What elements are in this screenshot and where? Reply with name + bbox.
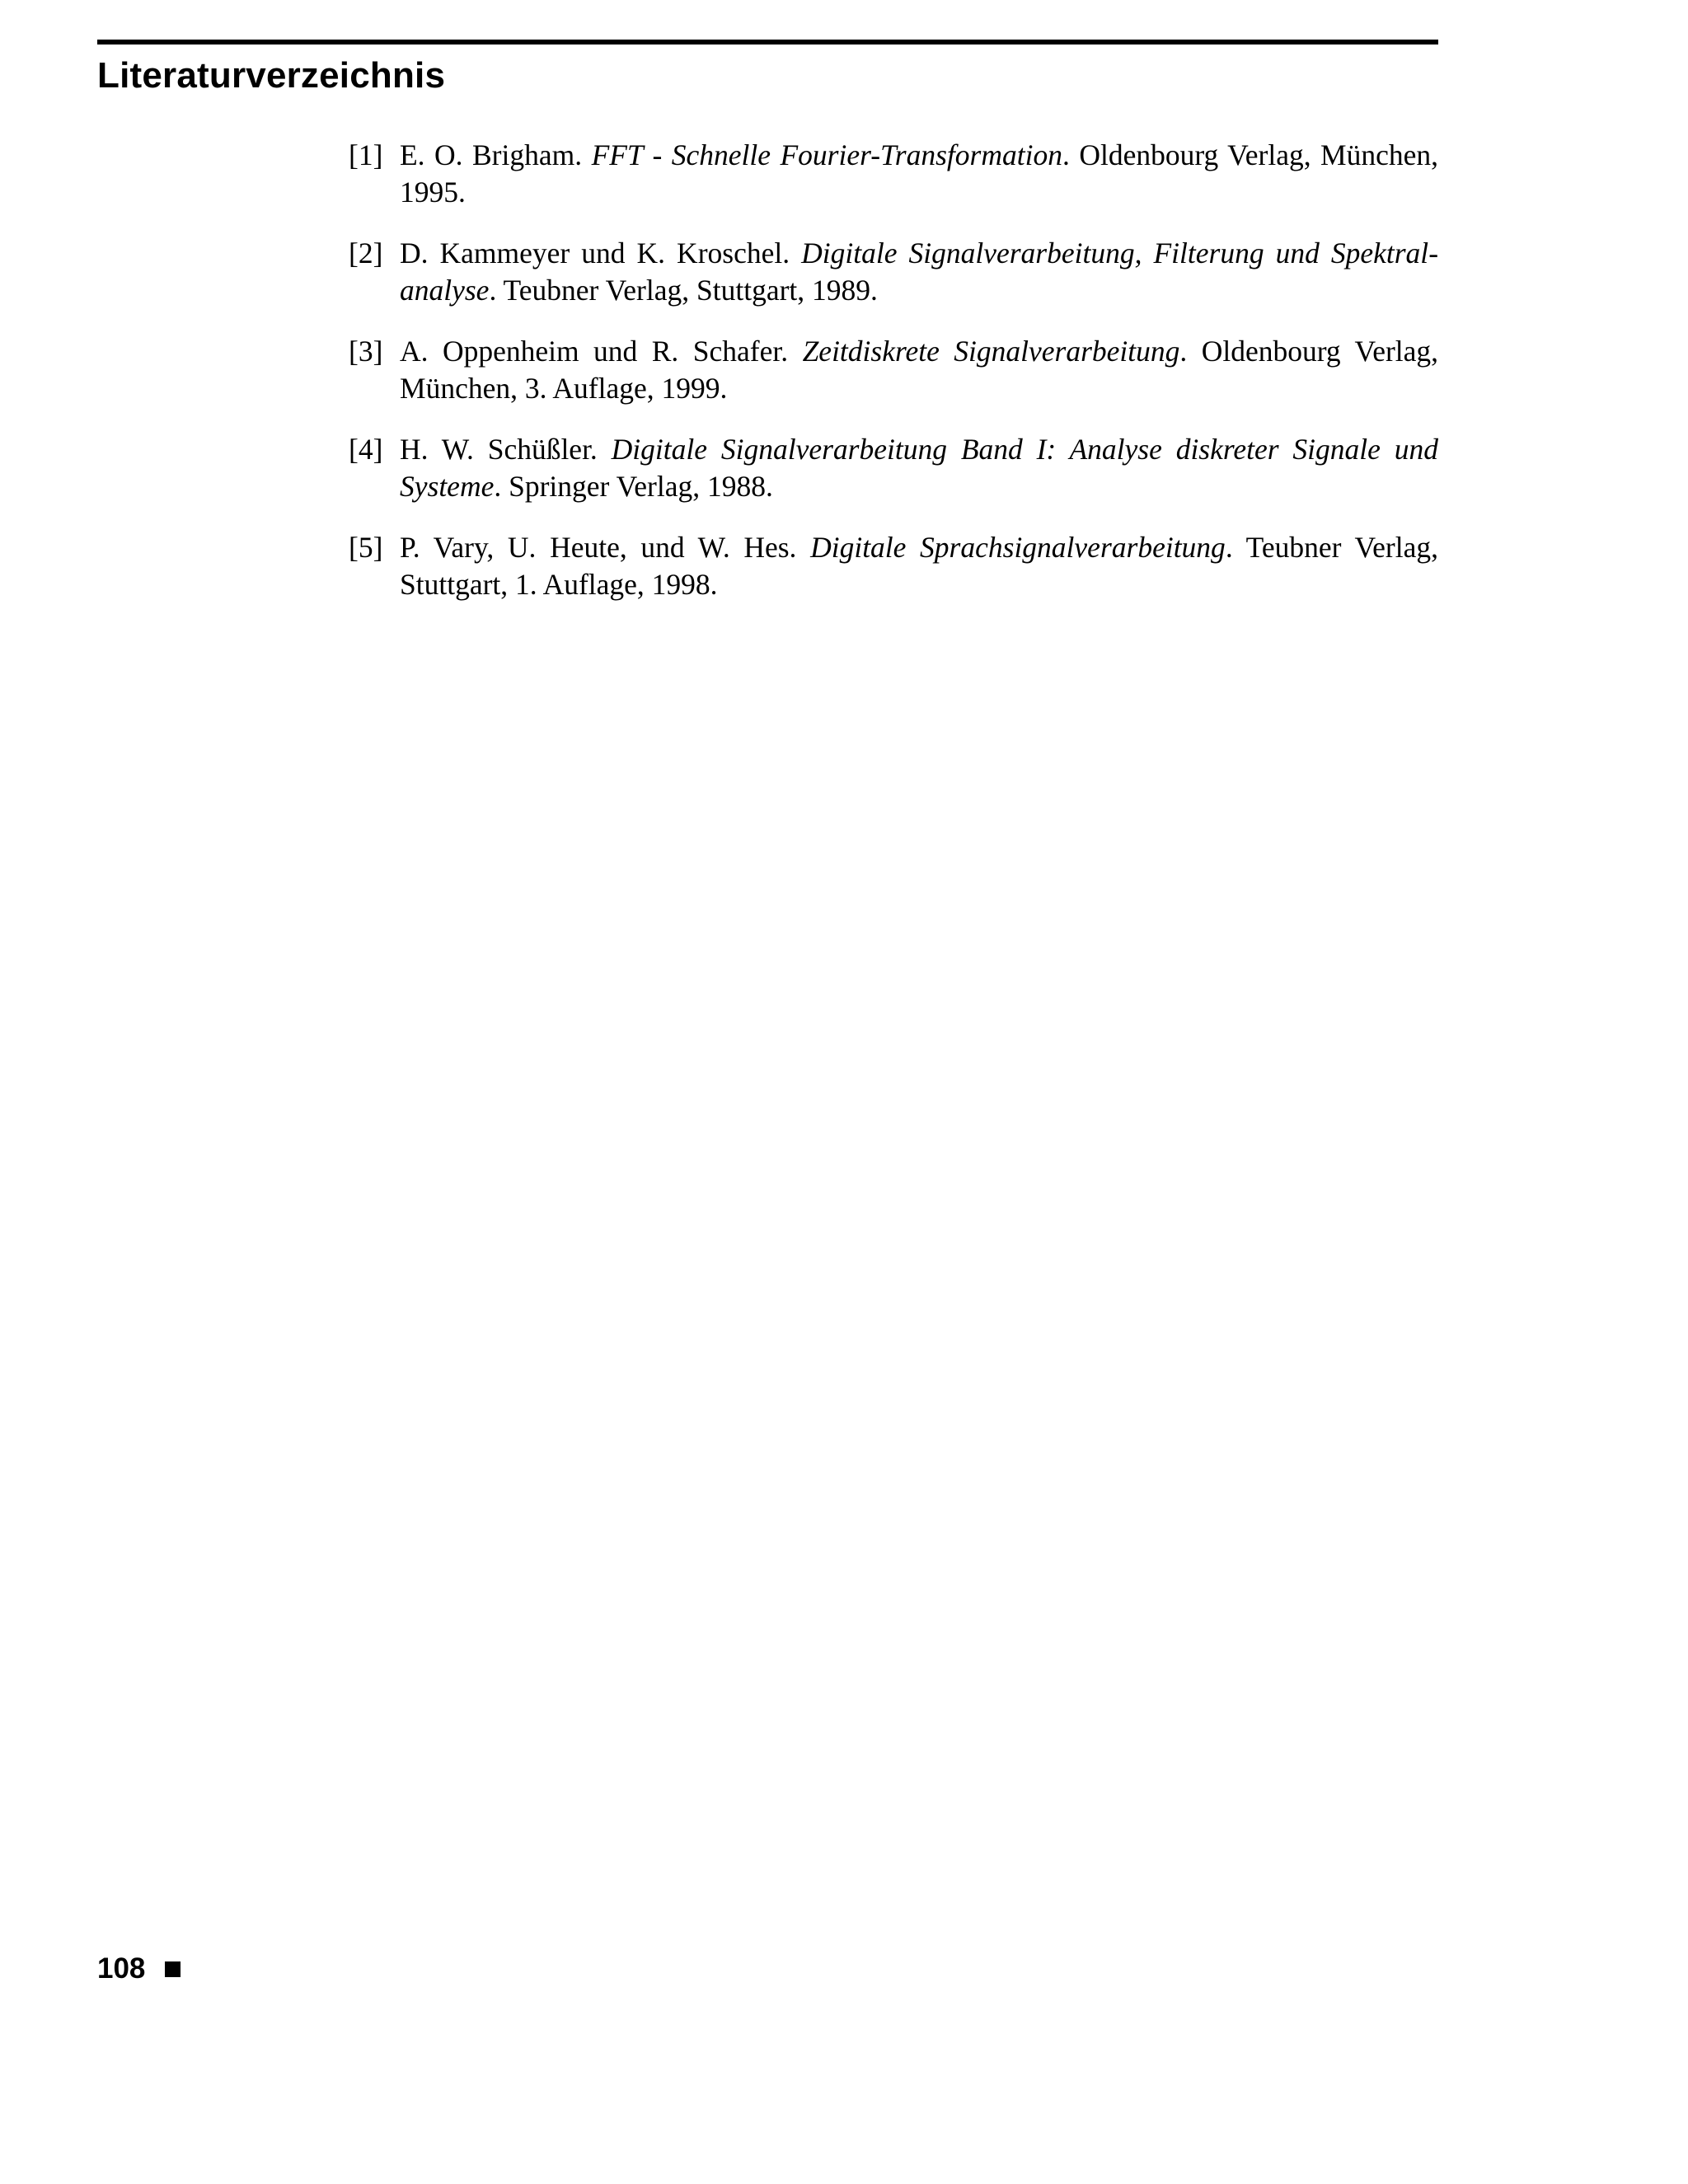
reference-text <box>400 138 1438 209</box>
reference-number: [4] <box>349 433 383 466</box>
header-rule <box>97 40 1438 45</box>
page-number: 108 <box>97 1952 146 1985</box>
page-title: Literaturverzeichnis <box>97 55 446 96</box>
reference-text <box>400 433 1438 503</box>
reference-text <box>400 335 1438 405</box>
reference-item <box>349 333 1438 407</box>
reference-authors: D. Kammeyer und K. Kroschel. <box>400 237 790 269</box>
reference-item <box>349 529 1438 603</box>
reference-item <box>349 137 1438 211</box>
reference-authors: A. Oppenheim und R. Schafer. <box>400 335 789 368</box>
reference-item <box>349 235 1438 309</box>
page-footer <box>97 1952 181 1986</box>
reference-publisher: . Oldenbourg Verlag, München, 1995. <box>400 138 1439 209</box>
reference-list <box>349 137 1438 627</box>
reference-authors: H. W. Schüßler. <box>400 433 598 466</box>
reference-text <box>400 237 1438 307</box>
reference-title: Digitale Sprachsignalverarbeitung <box>810 531 1226 564</box>
square-icon <box>165 1961 181 1977</box>
reference-number: [5] <box>349 531 383 564</box>
reference-number: [3] <box>349 335 383 368</box>
reference-authors: E. O. Brigham. <box>400 138 583 171</box>
reference-title: Digitale Signalverarbeitung Band I: Analyse diskreter Signale und Systeme <box>400 433 1439 503</box>
reference-title: Zeitdiskrete Signalverarbeitung <box>802 335 1180 368</box>
reference-number: [2] <box>349 237 383 269</box>
reference-number: [1] <box>349 138 383 171</box>
reference-title: FFT - Schnelle Fourier-Transformation <box>591 138 1062 171</box>
reference-text <box>400 531 1438 601</box>
reference-publisher: . Teubner Verlag, Stuttgart, 1. Auflage, 1998. <box>400 531 1438 601</box>
reference-title: Digitale Signalverarbeitung, Filterung und Spektralanalyse <box>400 237 1439 307</box>
reference-publisher: . Oldenbourg Verlag, München, 3. Auflage, 1999. <box>400 335 1439 405</box>
reference-publisher: . Teubner Verlag, Stuttgart, 1989. <box>489 274 878 307</box>
reference-item <box>349 431 1438 505</box>
reference-authors: P. Vary, U. Heute, und W. Hes. <box>400 531 797 564</box>
reference-publisher: . Springer Verlag, 1988. <box>494 470 773 503</box>
